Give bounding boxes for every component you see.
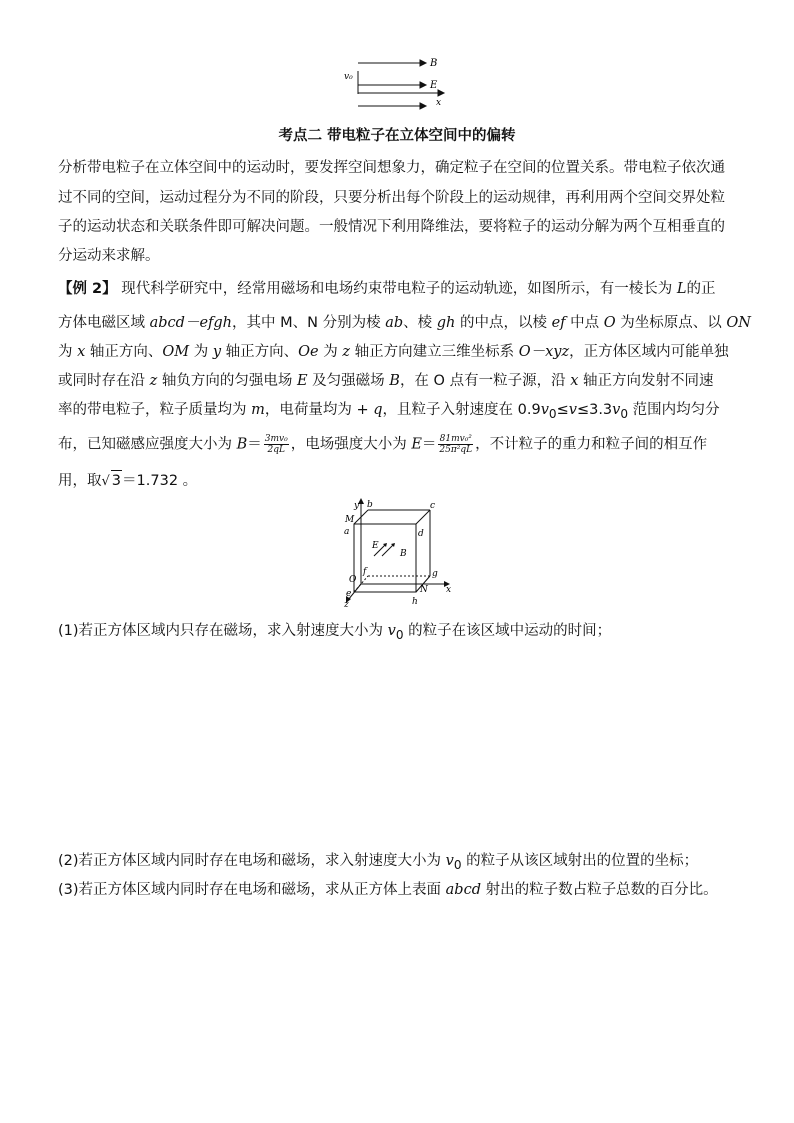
- sqrt-radicand: 3: [111, 470, 122, 491]
- fraction-B: $\frac{\text{3mv₀}}{2qL}$: [264, 434, 288, 455]
- field-label-B: B: [430, 58, 438, 69]
- example-line-4: 或同时存在沿 z 轴负方向的匀强电场 E 及匀强磁场 B，在 O 点有一粒子源，沿 x 轴正方向发射不同速: [58, 373, 714, 389]
- label-d: d: [418, 529, 424, 539]
- label-x: x: [446, 585, 452, 595]
- example-line-5: 率的带电粒子，粒子质量均为 m，电荷量均为 + q，且粒子入射速度在 $0.9v_0\le v\le 3.3v_0$ 范围内均匀分: [58, 402, 720, 421]
- question-1: (1)若正方体区域内只存在磁场，求入射速度大小为 $v_0$ 的粒子在该区域中运动的时间；: [58, 623, 612, 642]
- velocity-label: v₀: [344, 72, 353, 82]
- label-c: c: [430, 501, 436, 511]
- question-2: (2)若正方体区域内同时存在电场和磁场，求入射速度大小为 $v_0$ 的粒子从该区域射出的位置的坐标；: [58, 853, 699, 872]
- field-diagram: [340, 54, 460, 110]
- intro-line-3: 子的运动状态和关联条件即可解决问题。一般情况下利用降维法，要将粒子的运动分解为两个互相垂直的: [58, 219, 725, 235]
- example-line-2: 方体电磁区域 abcd－efgh，其中 M、N 分别为棱 ab、棱 gh 的中点，以棱 ef 中点 O 为坐标原点、以 ON: [58, 315, 751, 331]
- label-z: z: [344, 600, 349, 608]
- label-E: E: [372, 541, 379, 551]
- axis-label-x: x: [436, 98, 442, 108]
- intro-line-1: 分析带电粒子在立体空间中的运动时，要发挥空间想象力，确定粒子在空间的位置关系。带电粒子依次通: [58, 160, 725, 176]
- label-h: h: [412, 597, 418, 607]
- section-title: 考点二 带电粒子在立体空间中的偏转: [278, 128, 516, 144]
- example-tag: 【例 2】: [58, 281, 117, 297]
- label-e: e: [346, 589, 352, 599]
- label-b: b: [367, 500, 373, 510]
- label-a: a: [344, 527, 350, 537]
- label-f: f: [363, 567, 367, 577]
- example-line-3: 为 x 轴正方向、OM 为 y 轴正方向、Oe 为 z 轴正方向建立三维坐标系 O－xyz，正方体区域内可能单独: [58, 344, 729, 360]
- intro-line-2: 过不同的空间，运动过程分为不同的阶段，只要分析出每个阶段上的运动规律，再利用两个空间交界处粒: [58, 190, 725, 206]
- example-line-1: 【例 2】 现代科学研究中，经常用磁场和电场约束带电粒子的运动轨迹，如图所示，有一棱长为 L的正: [58, 281, 716, 297]
- label-M: M: [345, 515, 355, 525]
- label-N: N: [420, 585, 428, 595]
- intro-line-4: 分运动来求解。: [58, 248, 160, 264]
- cube-diagram: [334, 496, 458, 608]
- label-B: B: [400, 549, 407, 559]
- example-line-7: 用，取√ 3＝1.732 。: [58, 470, 197, 492]
- example-line-6: 布，已知磁感应强度大小为 B＝ $\frac{\text{3mv₀}}{2qL}$ ，电场强度大小为 E＝ $\frac{\text{81mv₀²}}{\text{25π²qL}}$ ，不计粒子的重力和粒子间的相互作: [58, 434, 708, 455]
- question-3: (3)若正方体区域内同时存在电场和磁场，求从正方体上表面 abcd 射出的粒子数占粒子总数的百分比。: [58, 882, 718, 898]
- label-g: g: [432, 569, 438, 579]
- field-label-E: E: [430, 80, 438, 91]
- label-y: y: [354, 501, 360, 511]
- label-O: O: [349, 575, 357, 585]
- fraction-E: $\frac{\text{81mv₀²}}{\text{25π²qL}}$: [439, 434, 473, 455]
